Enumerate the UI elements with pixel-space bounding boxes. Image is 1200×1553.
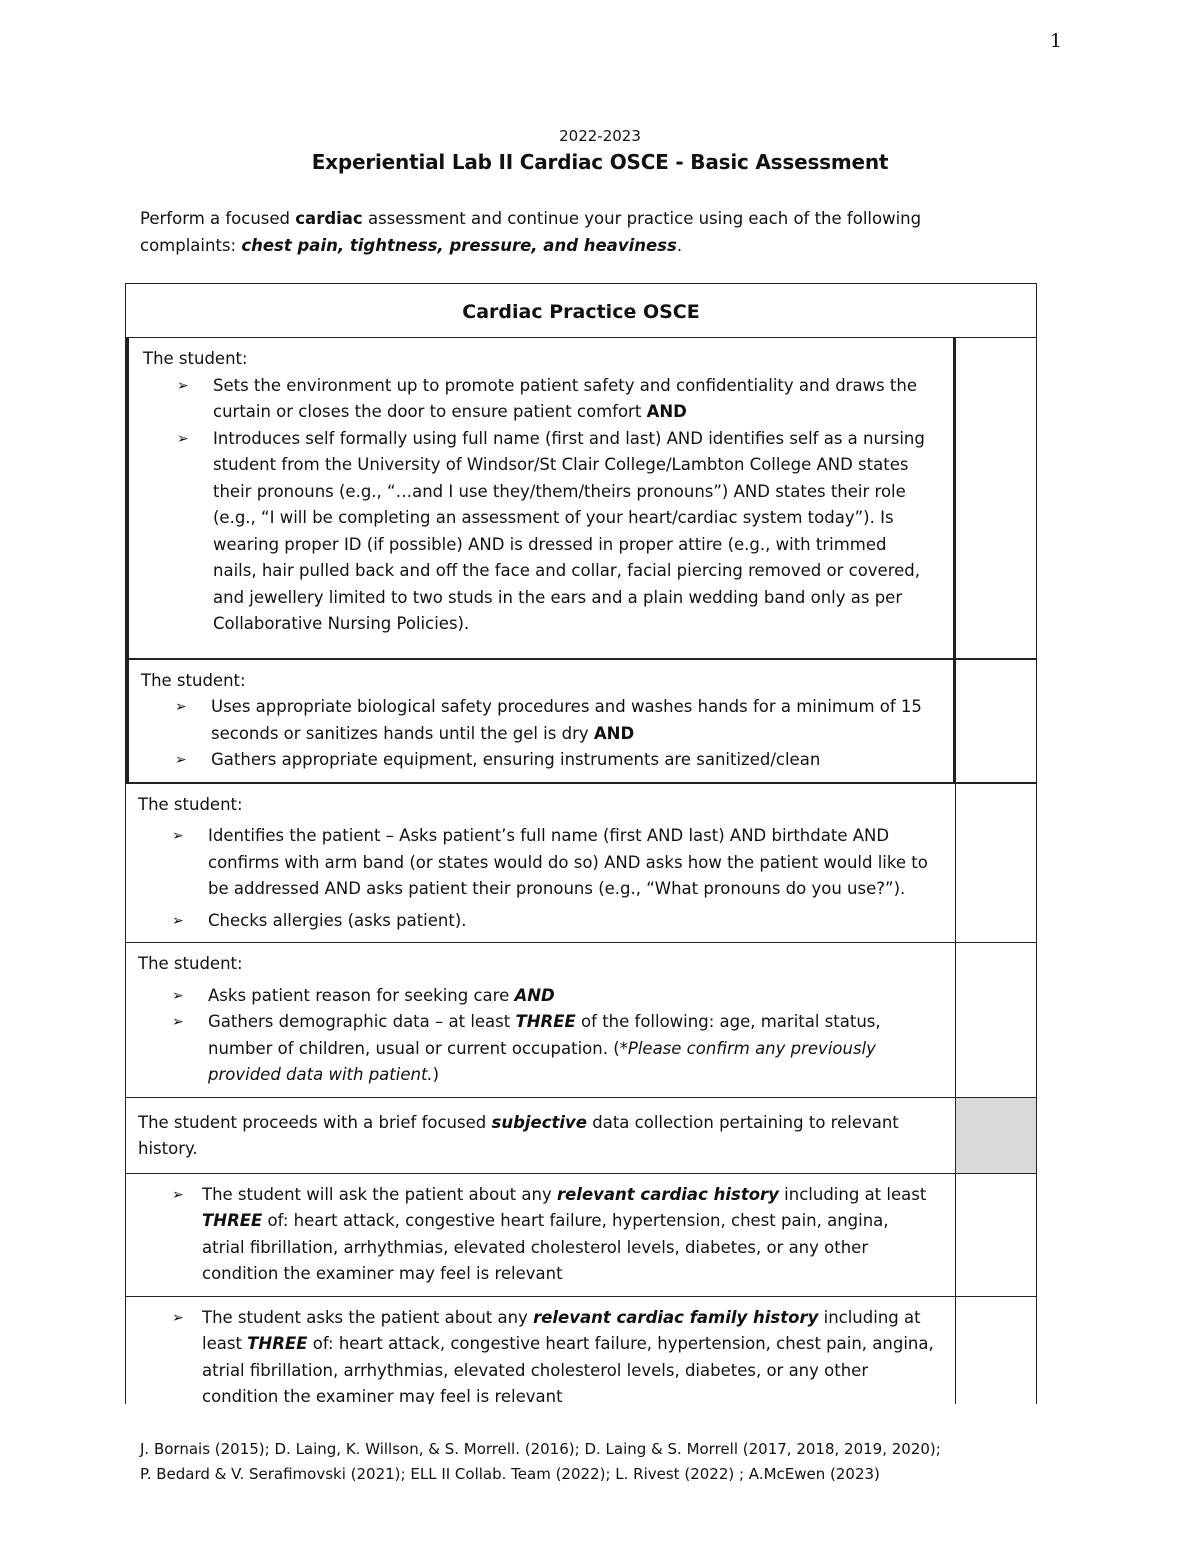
list-item xyxy=(177,426,933,638)
three-keyword: THREE xyxy=(515,1012,576,1031)
item-text: Gathers appropriate equipment, ensuring instruments are sanitized/clean xyxy=(211,750,821,769)
arrowhead-bullet-icon: ➢ xyxy=(172,1309,184,1326)
table-row xyxy=(126,1297,1036,1405)
item-text: Identifies the patient – Asks patient’s full name (first AND last) AND birthdate AND confirms with arm band (or states would do so) AND asks how the patient would like to be addressed AND asks patient their pronouns (e.g., “What pronouns do you use?”). xyxy=(208,826,928,898)
item-text: Gathers demographic data – at least xyxy=(208,1012,516,1031)
row-content xyxy=(126,943,956,1097)
arrowhead-bullet-icon: ➢ xyxy=(172,912,184,929)
arrowhead-bullet-icon: ➢ xyxy=(172,987,184,1004)
score-cell-shaded xyxy=(956,1098,1036,1173)
item-text: ) xyxy=(432,1065,440,1084)
item-text: of: heart attack, congestive heart failure, hypertension, chest pain, angina, atrial fibrillation, arrhythmias, elevated cholesterol levels, diabetes, or any other condition the examiner may feel is relevant xyxy=(202,1211,889,1283)
intro-text: assessment and continue your practice using each of the following complaints: xyxy=(140,209,922,255)
and-keyword: AND xyxy=(646,402,687,421)
academic-year: 2022-2023 xyxy=(559,127,641,145)
student-label: The student: xyxy=(141,670,246,690)
student-label: The student: xyxy=(138,794,243,814)
row-content xyxy=(126,1098,956,1173)
item-note: *Please confirm any previously provided data with patient. xyxy=(208,1038,876,1084)
three-keyword: THREE xyxy=(247,1334,308,1353)
table-row xyxy=(126,1098,1036,1174)
intro-paragraph xyxy=(140,205,1000,259)
cardiac-history-keyword: relevant cardiac history xyxy=(556,1184,779,1204)
list-item xyxy=(172,983,935,1010)
item-text: data collection pertaining to relevant history. xyxy=(138,1112,899,1158)
table-row xyxy=(126,1174,1036,1297)
subjective-keyword: subjective xyxy=(491,1112,587,1132)
footer-credits xyxy=(140,1437,1100,1487)
score-cell[interactable] xyxy=(956,943,1036,1097)
and-keyword: AND xyxy=(593,723,635,743)
item-text: Introduces self formally using full name (first and last) AND identifies self as a nursing student from the University of Windsor/St Clair College/Lambton College AND states their pronouns (e.g., “…and I use they/them/theirs pronouns”) AND states their role (e.g., “I will be completing an assessment of your heart/cardiac system today”). Is wearing proper ID (if possible) AND is dressed in proper attire (e.g., with trimmed nails, hair pulled back and off the face and collar, facial piercing removed or covered, and jewellery limited to two studs in the ears and a plain wedding band only as per Collaborative Nursing Policies). xyxy=(213,428,925,633)
list-item xyxy=(177,373,933,426)
score-cell[interactable] xyxy=(956,1174,1036,1296)
score-cell[interactable] xyxy=(956,784,1036,943)
family-history-keyword: relevant cardiac family history xyxy=(533,1307,819,1327)
arrowhead-bullet-icon: ➢ xyxy=(172,1186,184,1203)
arrowhead-bullet-icon: ➢ xyxy=(177,430,189,447)
page-title: Experiential Lab II Cardiac OSCE - Basic Assessment xyxy=(311,150,889,174)
item-text: of the following: age, marital status, number of children, usual or current occupation. ( xyxy=(208,1012,881,1058)
item-text: Asks patient reason for seeking care xyxy=(208,985,515,1005)
student-label: The student: xyxy=(143,349,248,368)
arrowhead-bullet-icon: ➢ xyxy=(172,1014,184,1030)
table-row xyxy=(126,784,1036,944)
item-text: including at least xyxy=(202,1307,921,1353)
list-item xyxy=(175,694,933,747)
item-text: of: heart attack, congestive heart failure, hypertension, chest pain, angina, atrial fibrillation, arrhythmias, elevated cholesterol levels, diabetes, or any other condition the examiner may feel is relevant xyxy=(202,1334,934,1404)
osce-table xyxy=(125,283,1037,1404)
table-row xyxy=(126,338,1036,660)
row-content xyxy=(126,784,956,943)
row-content xyxy=(126,1297,956,1405)
item-text: The student proceeds with a brief focused xyxy=(138,1112,492,1132)
item-text: including at least xyxy=(778,1184,927,1204)
score-cell[interactable] xyxy=(956,1297,1036,1405)
student-label: The student: xyxy=(138,954,243,973)
item-text: Sets the environment up to promote patient safety and confidentiality and draws the curtain or closes the door to ensure patient comfort xyxy=(213,375,917,421)
list-item xyxy=(172,908,935,935)
list-item xyxy=(175,747,933,774)
arrowhead-bullet-icon: ➢ xyxy=(175,699,187,715)
intro-text: Perform a focused xyxy=(140,209,296,228)
row-content xyxy=(126,1174,956,1296)
item-text: The student asks the patient about any xyxy=(202,1307,534,1327)
score-cell[interactable] xyxy=(956,338,1036,658)
table-row xyxy=(126,943,1036,1098)
intro-emphasis-cardiac: cardiac xyxy=(295,209,363,228)
item-text: Checks allergies (asks patient). xyxy=(208,910,467,930)
and-keyword: AND xyxy=(514,985,555,1005)
table-row xyxy=(126,660,1036,784)
table-header: Cardiac Practice OSCE xyxy=(126,284,1036,338)
arrowhead-bullet-icon: ➢ xyxy=(175,752,187,768)
row-content xyxy=(126,338,956,658)
item-text: Uses appropriate biological safety procedures and washes hands for a minimum of 15 seconds or sanitizes hands until the gel is dry xyxy=(211,697,922,743)
arrowhead-bullet-icon: ➢ xyxy=(177,377,189,394)
three-keyword: THREE xyxy=(202,1211,263,1230)
item-text: The student will ask the patient about any xyxy=(202,1184,557,1204)
list-item xyxy=(172,1009,935,1089)
row-content xyxy=(126,660,956,782)
arrowhead-bullet-icon: ➢ xyxy=(172,828,184,844)
list-item xyxy=(172,823,935,903)
footer-line: J. Bornais (2015); D. Laing, K. Willson, & S. Morrell. (2016); D. Laing & S. Morrell (2017, 2018, 2019, 2020); xyxy=(140,1440,941,1458)
page-number: 1 xyxy=(1049,30,1062,52)
score-cell[interactable] xyxy=(956,660,1036,782)
intro-text: . xyxy=(676,236,683,255)
intro-complaints: chest pain, tightness, pressure, and heaviness xyxy=(241,236,677,255)
footer-line: P. Bedard & V. Serafimovski (2021); ELL II Collab. Team (2022); L. Rivest (2022) ; A.McEwen (2023) xyxy=(140,1465,880,1483)
